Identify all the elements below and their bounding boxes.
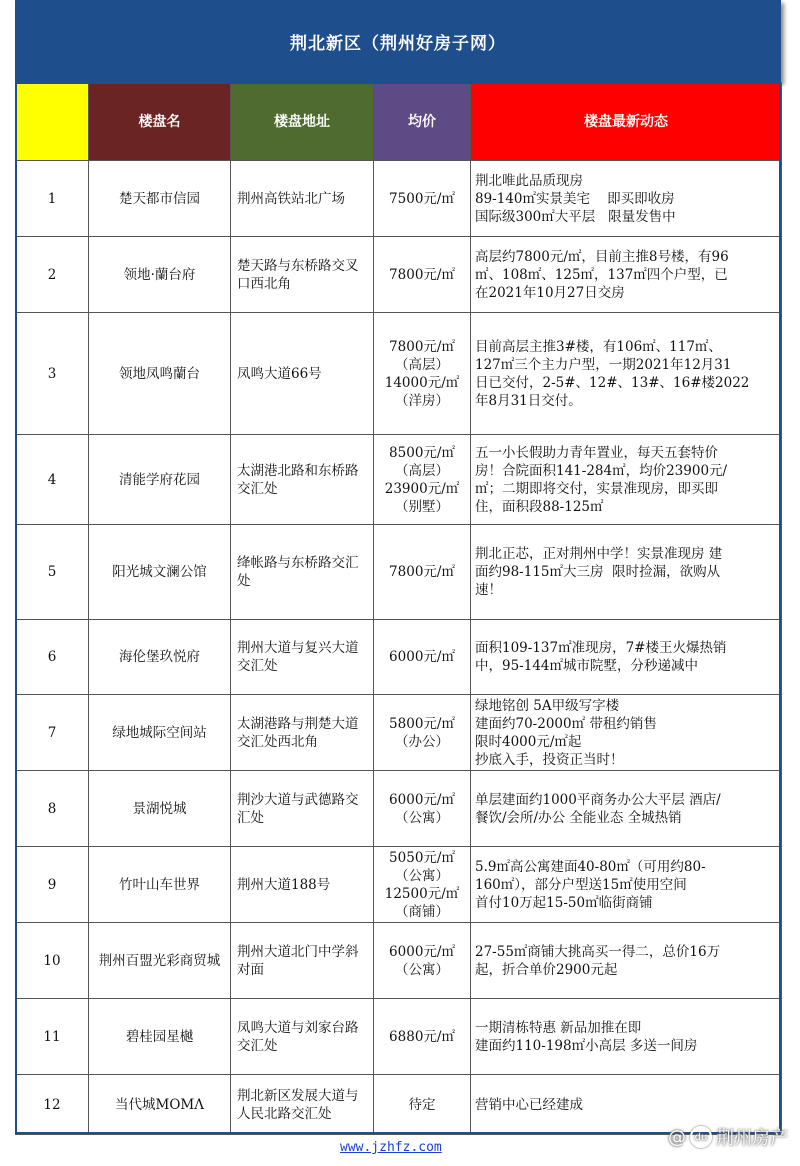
table-header-row — [16, 83, 782, 161]
price-line: 7800元/㎡ — [389, 564, 455, 580]
price-line: 5800元/㎡ — [389, 715, 455, 732]
property-name: 碧桂园星樾 — [89, 999, 231, 1075]
header-news: 楼盘最新动态 — [471, 83, 782, 161]
property-price — [374, 525, 471, 620]
price-line: 6000元/㎡ — [389, 943, 455, 960]
property-news — [471, 313, 782, 435]
property-address: 荆北新区发展大道与人民北路交汇处 — [231, 1075, 374, 1135]
property-price — [374, 999, 471, 1075]
property-address: 太湖港路与荆楚大道交汇处西北角 — [231, 695, 374, 771]
property-name: 领地·蘭台府 — [89, 237, 231, 313]
news-line: 限时4000元/㎡起 — [475, 733, 582, 750]
property-address: 荆州大道188号 — [231, 847, 374, 923]
row-number: 5 — [16, 525, 89, 620]
price-line: 14000元/㎡ — [384, 374, 460, 391]
price-line: （公寓） — [395, 961, 449, 978]
news-line: 绿地铭创 5A甲级写字楼 — [475, 697, 620, 714]
table-row — [16, 771, 782, 847]
table-row — [16, 620, 782, 695]
property-news — [471, 923, 782, 999]
page-title: 荆北新区（荆州好房子网） — [15, 0, 781, 82]
property-name: 绿地城际空间站 — [89, 695, 231, 771]
property-news — [471, 237, 782, 313]
price-line: （商铺） — [395, 903, 449, 920]
property-address: 荆州大道与复兴大道交汇处 — [231, 620, 374, 695]
news-line: ㎡、108㎡、125㎡，137㎡四个户型，已 — [475, 266, 728, 283]
table-row — [16, 313, 782, 435]
property-address: 楚天路与东桥路交叉口西北角 — [231, 237, 374, 313]
property-name: 清能学府花园 — [89, 435, 231, 525]
price-line: 12500元/㎡ — [384, 885, 460, 902]
price-line: 待定 — [408, 1096, 436, 1113]
property-address: 绛帐路与东桥路交汇处 — [231, 525, 374, 620]
news-line: 5.9㎡高公寓建面40-80㎡（可用约80- — [475, 858, 706, 875]
table-row — [16, 1075, 782, 1135]
header-number — [16, 83, 89, 161]
row-number: 9 — [16, 847, 89, 923]
property-news — [471, 435, 782, 525]
price-line: （别墅） — [395, 498, 449, 515]
news-line: 单层建面约1000平商务办公大平层 酒店/ — [475, 791, 721, 808]
row-number: 12 — [16, 1075, 89, 1135]
property-table — [15, 82, 782, 1135]
table-body — [16, 161, 782, 1135]
property-price — [374, 1075, 471, 1135]
watermark-prefix: @ — [668, 1126, 686, 1148]
row-number: 4 — [16, 435, 89, 525]
property-address: 凤鸣大道66号 — [231, 313, 374, 435]
price-line: （办公） — [395, 733, 449, 750]
property-name: 荆州百盟光彩商贸城 — [89, 923, 231, 999]
price-line: （高层） — [395, 356, 449, 373]
row-number: 8 — [16, 771, 89, 847]
news-line: 荆北唯此品质现房 — [475, 172, 583, 189]
property-price — [374, 923, 471, 999]
row-number: 6 — [16, 620, 89, 695]
header-address: 楼盘地址 — [231, 83, 374, 161]
property-news — [471, 695, 782, 771]
property-price — [374, 771, 471, 847]
property-address: 太湖港北路和东桥路交汇处 — [231, 435, 374, 525]
news-line: 建面约70-2000㎡ 带租约销售 — [475, 715, 657, 732]
property-price — [374, 695, 471, 771]
news-line: 首付10万起15-50㎡临街商铺 — [475, 894, 653, 911]
price-line: 5050元/㎡ — [389, 849, 455, 866]
price-line: 6000元/㎡ — [389, 791, 455, 808]
news-line: 住，面积段88-125㎡ — [475, 498, 604, 515]
news-line: 在2021年10月27日交房 — [475, 284, 625, 301]
news-line: 房！合院面积141-284㎡，均价23900元/ — [475, 462, 728, 479]
du-icon: du — [690, 1126, 712, 1148]
property-address: 荆沙大道与武德路交汇处 — [231, 771, 374, 847]
price-line: （洋房） — [395, 392, 449, 409]
table-row — [16, 999, 782, 1075]
table-row — [16, 525, 782, 620]
property-price — [374, 620, 471, 695]
property-price — [374, 161, 471, 237]
price-line: （公寓） — [395, 809, 449, 826]
property-address: 荆州高铁站北广场 — [231, 161, 374, 237]
property-news — [471, 771, 782, 847]
website-link[interactable]: www.jzhfz.com — [340, 1140, 442, 1155]
property-news — [471, 620, 782, 695]
watermark — [668, 1124, 788, 1150]
watermark-text: 荆州房产 — [716, 1128, 788, 1149]
table-row — [16, 435, 782, 525]
price-line: 8500元/㎡ — [389, 444, 455, 461]
row-number: 7 — [16, 695, 89, 771]
row-number: 3 — [16, 313, 89, 435]
property-name: 领地凤鸣蘭台 — [89, 313, 231, 435]
header-name: 楼盘名 — [89, 83, 231, 161]
news-line: 五一小长假助力青年置业，每天五套特价 — [475, 444, 718, 461]
price-line: （公寓） — [395, 867, 449, 884]
table-row — [16, 847, 782, 923]
property-address: 凤鸣大道与刘家台路交汇处 — [231, 999, 374, 1075]
property-address: 荆州大道北门中学斜对面 — [231, 923, 374, 999]
news-line: 中，95-144㎡城市院墅，分秒递减中 — [475, 658, 699, 674]
property-news — [471, 847, 782, 923]
news-line: 荆北正芯，正对荆州中学！实景准现房 建 — [475, 546, 723, 562]
table-row — [16, 237, 782, 313]
news-line: 面约98-115㎡大三房 限时捡漏，欲购从 — [475, 564, 721, 580]
news-line: 抄底入手，投资正当时！ — [475, 751, 624, 768]
table-row — [16, 161, 782, 237]
table-row — [16, 695, 782, 771]
row-number: 11 — [16, 999, 89, 1075]
property-name: 竹叶山车世界 — [89, 847, 231, 923]
row-number: 1 — [16, 161, 89, 237]
row-number: 10 — [16, 923, 89, 999]
news-line: 127㎡三个主力户型，一期2021年12月31 — [475, 356, 732, 373]
property-price — [374, 435, 471, 525]
property-name: 海伦堡玖悦府 — [89, 620, 231, 695]
price-line: 6000元/㎡ — [389, 649, 455, 665]
news-line: 日已交付，2-5#、12#、13#、16#楼2022 — [475, 374, 750, 391]
property-news — [471, 525, 782, 620]
property-price — [374, 237, 471, 313]
news-line: ㎡；二期即将交付，实景准现房，即买即 — [475, 480, 718, 497]
news-line: 餐饮/会所/办公 全能业态 全城热销 — [475, 809, 682, 826]
property-price — [374, 313, 471, 435]
news-line: 27-55㎡商铺大挑高买一得二，总价16万 — [475, 943, 721, 960]
header-price: 均价 — [374, 83, 471, 161]
property-news — [471, 161, 782, 237]
news-line: 营销中心已经建成 — [475, 1096, 583, 1113]
price-line: 6880元/㎡ — [389, 1028, 455, 1045]
property-name: 当代城MOMΛ — [89, 1075, 231, 1135]
news-line: 高层约7800元/㎡，目前主推8号楼，有96 — [475, 248, 729, 265]
news-line: 国际级300㎡大平层 限量发售中 — [475, 208, 676, 225]
property-name: 阳光城文澜公馆 — [89, 525, 231, 620]
news-line: 起，折合单价2900元起 — [475, 961, 618, 978]
news-line: 年8月31日交付。 — [475, 392, 582, 409]
property-news — [471, 999, 782, 1075]
row-number: 2 — [16, 237, 89, 313]
price-line: 23900元/㎡ — [384, 480, 460, 497]
news-line: 速！ — [475, 582, 502, 598]
property-name: 楚天都市信园 — [89, 161, 231, 237]
table-row — [16, 923, 782, 999]
price-line: 7800元/㎡ — [389, 266, 455, 283]
news-line: 建面约110-198㎡小高层 多送一间房 — [475, 1037, 698, 1054]
news-line: 目前高层主推3#楼，有106㎡、117㎡、 — [475, 338, 722, 355]
news-line: 一期清栋特惠 新品加推在即 — [475, 1019, 642, 1036]
property-name: 景湖悦城 — [89, 771, 231, 847]
price-line: 7800元/㎡ — [389, 338, 455, 355]
news-line: 160㎡），部分户型送15㎡使用空间 — [475, 876, 687, 893]
property-price — [374, 847, 471, 923]
price-line: （高层） — [395, 462, 449, 479]
news-line: 面积109-137㎡准现房，7#楼王火爆热销 — [475, 640, 727, 656]
news-line: 89-140㎡实景美宅 即买即收房 — [475, 190, 675, 207]
price-line: 7500元/㎡ — [389, 190, 455, 207]
